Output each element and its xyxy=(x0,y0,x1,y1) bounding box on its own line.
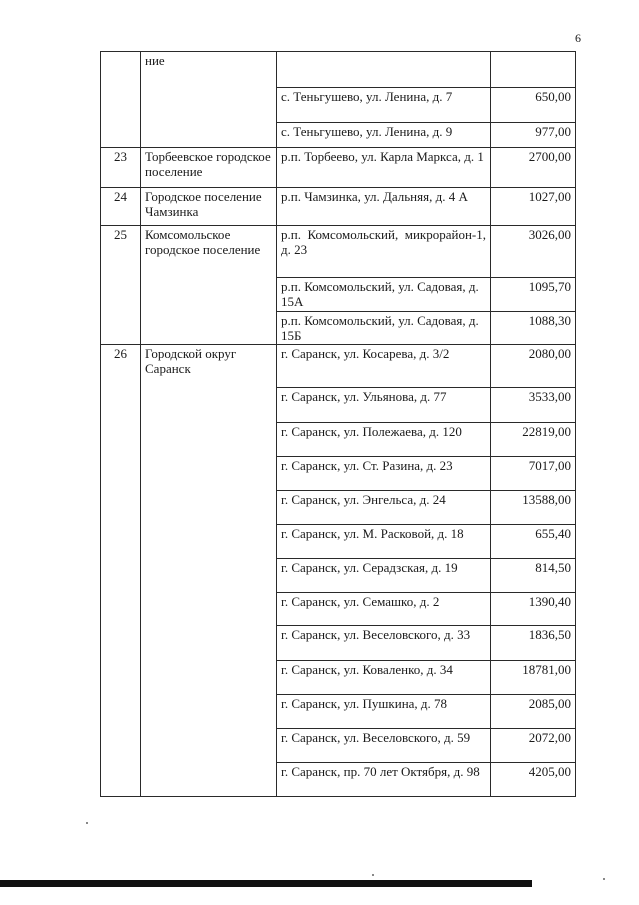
municipality-name: Комсомольское городское поселение xyxy=(141,226,277,345)
value-cell: 1027,00 xyxy=(491,188,576,226)
value-cell: 3533,00 xyxy=(491,388,576,423)
value-cell: 1095,70 xyxy=(491,278,576,312)
value-cell: 1390,40 xyxy=(491,593,576,626)
page-number: 6 xyxy=(575,31,581,45)
row-number xyxy=(101,52,141,148)
address-cell: г. Саранск, ул. Ульянова, д. 77 xyxy=(277,388,491,423)
address-cell: р.п. Комсомольский, микрорайон-1, д. 23 xyxy=(277,226,491,278)
address-cell: с. Теньгушево, ул. Ленина, д. 9 xyxy=(277,123,491,148)
scan-speck xyxy=(86,822,88,824)
value-cell: 4205,00 xyxy=(491,763,576,797)
row-number: 23 xyxy=(101,148,141,188)
scan-speck xyxy=(603,878,605,880)
table-row xyxy=(101,226,576,278)
row-number: 26 xyxy=(101,345,141,797)
value-cell xyxy=(491,52,576,88)
address-cell: р.п. Чамзинка, ул. Дальняя, д. 4 А xyxy=(277,188,491,226)
facilities-table xyxy=(100,51,576,797)
table-row xyxy=(101,52,576,88)
scan-edge-bar xyxy=(0,880,532,887)
address-cell: г. Саранск, ул. Серадзская, д. 19 xyxy=(277,559,491,593)
address-cell: г. Саранск, пр. 70 лет Октября, д. 98 xyxy=(277,763,491,797)
value-cell: 1088,30 xyxy=(491,312,576,345)
address-cell: г. Саранск, ул. Ст. Разина, д. 23 xyxy=(277,457,491,491)
value-cell: 977,00 xyxy=(491,123,576,148)
table-row xyxy=(101,148,576,188)
value-cell: 22819,00 xyxy=(491,423,576,457)
municipality-name: Городской округ Саранск xyxy=(141,345,277,797)
value-cell: 655,40 xyxy=(491,525,576,559)
address-cell: г. Саранск, ул. Энгельса, д. 24 xyxy=(277,491,491,525)
table-row xyxy=(101,345,576,388)
address-cell: г. Саранск, ул. Полежаева, д. 120 xyxy=(277,423,491,457)
value-cell: 18781,00 xyxy=(491,661,576,695)
address-cell: р.п. Комсомольский, ул. Садовая, д. 15А xyxy=(277,278,491,312)
address-cell: г. Саранск, ул. Пушкина, д. 78 xyxy=(277,695,491,729)
address-cell: р.п. Комсомольский, ул. Садовая, д. 15Б xyxy=(277,312,491,345)
value-cell: 13588,00 xyxy=(491,491,576,525)
value-cell: 2700,00 xyxy=(491,148,576,188)
value-cell: 2085,00 xyxy=(491,695,576,729)
address-cell: г. Саранск, ул. Семашко, д. 2 xyxy=(277,593,491,626)
scan-speck xyxy=(372,874,374,876)
row-number: 24 xyxy=(101,188,141,226)
value-cell: 814,50 xyxy=(491,559,576,593)
address-cell: р.п. Торбеево, ул. Карла Маркса, д. 1 xyxy=(277,148,491,188)
address-cell: г. Саранск, ул. Веселовского, д. 59 xyxy=(277,729,491,763)
address-cell: г. Саранск, ул. Косарева, д. 3/2 xyxy=(277,345,491,388)
municipality-name: ние xyxy=(141,52,277,148)
value-cell: 1836,50 xyxy=(491,626,576,661)
table-row xyxy=(101,188,576,226)
address-cell: г. Саранск, ул. М. Расковой, д. 18 xyxy=(277,525,491,559)
value-cell: 3026,00 xyxy=(491,226,576,278)
municipality-name: Городское поселение Чамзинка xyxy=(141,188,277,226)
value-cell: 2072,00 xyxy=(491,729,576,763)
address-cell xyxy=(277,52,491,88)
address-cell: с. Теньгушево, ул. Ленина, д. 7 xyxy=(277,88,491,123)
value-cell: 650,00 xyxy=(491,88,576,123)
municipality-name: Торбеевское городское поселение xyxy=(141,148,277,188)
value-cell: 2080,00 xyxy=(491,345,576,388)
value-cell: 7017,00 xyxy=(491,457,576,491)
address-cell: г. Саранск, ул. Веселовского, д. 33 xyxy=(277,626,491,661)
row-number: 25 xyxy=(101,226,141,345)
address-cell: г. Саранск, ул. Коваленко, д. 34 xyxy=(277,661,491,695)
